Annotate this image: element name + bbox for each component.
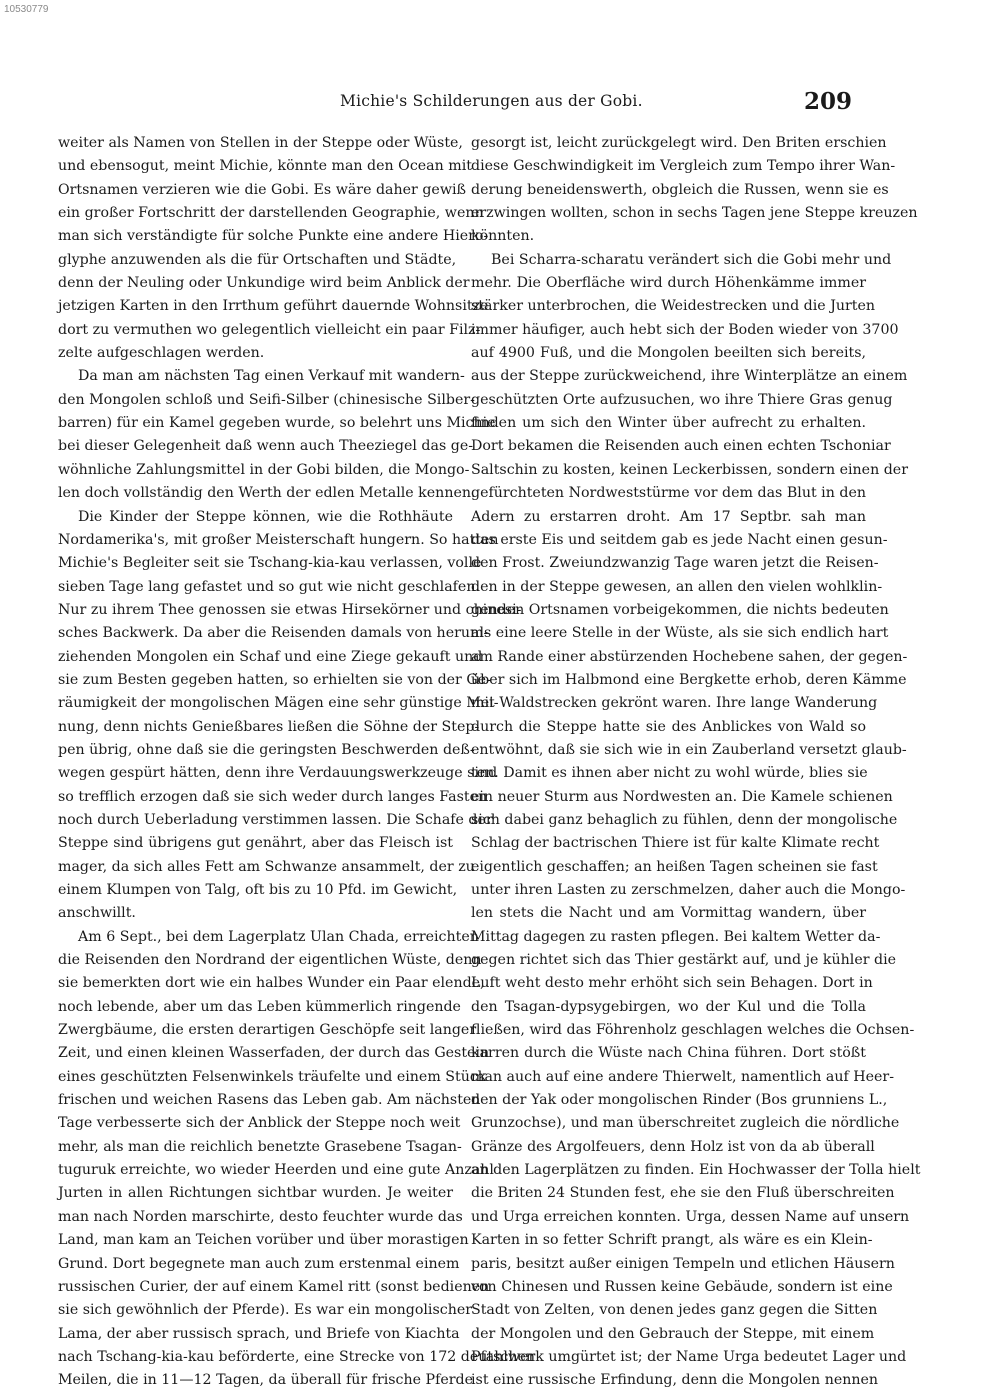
text-line: die Reisenden den Nordrand der eigentlichen Wüste, denn (58, 952, 482, 969)
text-line: Bei Scharra-scharatu verändert sich die Gobi mehr und (491, 251, 892, 268)
text-line: Stadt von Zelten, von denen jedes ganz gegen die Sitten (471, 1302, 878, 1319)
text-line: unter ihren Lasten zu zerschmelzen, daher auch die Mongo- (471, 882, 906, 898)
text-line: Ortsnamen verzieren wie die Gobi. Es wäre daher gewiß (58, 181, 466, 198)
page-id: 10530779 (4, 4, 49, 15)
text-line: glyphe anzuwenden als die für Ortschaften und Städte, (58, 251, 457, 268)
text-line: Lama, der aber russisch sprach, und Briefe von Kiachta (58, 1325, 460, 1342)
text-line: denn der Neuling oder Unkundige wird beim Anblick der (58, 275, 470, 292)
text-line: das erste Eis und seitdem gab es jede Nacht einen gesun- (471, 531, 888, 548)
text-line: nach Tschang-kia-kau beförderte, eine Strecke von 172 deutschen (58, 1348, 536, 1365)
text-line: sie zum Besten gegeben hatten, so erhielten sie von der Ge- (58, 671, 491, 688)
text-line: Die Kinder der Steppe können, wie die Rothhäute (78, 508, 453, 525)
text-line: aus der Steppe zurückweichend, ihre Winterplätze an einem (471, 368, 908, 385)
text-line: Gränze des Argolfeuers, denn Holz ist von da ab überall (471, 1138, 875, 1155)
text-line: den der Yak oder mongolischen Rinder (Bos grunniens L., (471, 1092, 888, 1109)
text-line: karren durch die Wüste nach China führen. Dort stößt (471, 1045, 866, 1062)
text-line: Grunzochse), und man überschreitet zugleich die nördliche (471, 1115, 900, 1132)
text-line: Jurten in allen Richtungen sichtbar wurden. Je weiter (58, 1185, 453, 1202)
text-line: ten. Damit es ihnen aber nicht zu wohl würde, blies sie (471, 765, 868, 782)
text-line: dort zu vermuthen wo gelegentlich vielleicht ein paar Filz- (58, 321, 481, 338)
text-line: einem Klumpen von Talg, oft bis zu 10 Pfd. im Gewicht, (58, 882, 458, 898)
text-line: diese Geschwindigkeit im Vergleich zum Tempo ihrer Wan- (471, 158, 896, 175)
text-line: Tage verbesserte sich der Anblick der Steppe noch weit (58, 1115, 461, 1132)
text-line: sie sich gewöhnlich der Pferde). Es war ein mongolischer (58, 1302, 473, 1319)
text-line: Zwergbäume, die ersten derartigen Geschöpfe seit langer (58, 1022, 477, 1039)
right-text-column (471, 132, 921, 1393)
text-line: Steppe sind übrigens gut genährt, aber das Fleisch ist (58, 835, 453, 852)
text-line: Meilen, die in 11—12 Tagen, da überall für frische Pferde (58, 1372, 473, 1389)
text-line: russischen Curier, der auf einem Kamel ritt (sonst bedienen (58, 1278, 490, 1295)
text-line: sieben Tage lang gefastet und so gut wie nicht geschlafen. (58, 578, 480, 595)
text-line: Nur zu ihrem Thee genossen sie etwas Hirsekörner und chinesi- (58, 601, 522, 618)
text-line: als eine leere Stelle in der Wüste, als sie sich endlich hart (471, 625, 889, 642)
text-line: ein neuer Sturm aus Nordwesten an. Die Kamele schienen (471, 788, 893, 805)
text-line: Pfahlwerk umgürtet ist; der Name Urga bedeutet Lager und (471, 1348, 907, 1365)
text-line: gefürchteten Nordweststürme vor dem das Blut in den (471, 485, 866, 502)
text-line: ziehenden Mongolen ein Schaf und eine Ziege gekauft und (58, 648, 483, 665)
text-line: tuguruk erreichte, wo wieder Heerden und eine gute Anzahl (58, 1162, 494, 1179)
text-line: noch lebende, aber um das Leben kümmerlich ringende (58, 998, 461, 1015)
text-line: durch die Steppe hatte sie des Anblickes von Wald so (471, 718, 866, 735)
text-line: sches Backwerk. Da aber die Reisenden damals von herum- (58, 625, 489, 642)
text-line: Mittag dagegen zu rasten pflegen. Bei kaltem Wetter da- (471, 928, 881, 945)
text-line: wöhnliche Zahlungsmittel in der Gobi bilden, die Mongo- (58, 461, 470, 478)
text-line: so trefflich erzogen daß sie sich weder durch langes Fasten (58, 788, 488, 805)
text-line: den Mongolen schloß und Seifi-Silber (chinesische Silber- (58, 391, 475, 408)
text-line: noch durch Ueberladung verstimmen lassen. Die Schafe der (58, 811, 493, 828)
text-line: Da man am nächsten Tag einen Verkauf mit wandern- (78, 368, 465, 385)
text-line: derung beneidenswerth, obgleich die Russen, wenn sie es (471, 181, 889, 198)
text-line: Adern zu erstarren droht. Am 17 Septbr. sah man (471, 508, 866, 525)
text-line: eines geschützten Felsenwinkels träufelte und einem Stück (58, 1068, 487, 1085)
text-line: an den Lagerplätzen zu finden. Ein Hochwasser der Tolla hielt (471, 1162, 921, 1179)
text-line: zelte aufgeschlagen werden. (58, 345, 265, 362)
text-line: eigentlich geschaffen; an heißen Tagen scheinen sie fast (471, 858, 878, 875)
text-line: auf 4900 Fuß, und die Mongolen beeilten sich bereits, (471, 345, 866, 362)
text-line: Michie's Begleiter seit sie Tschang-kia-kau verlassen, volle (58, 555, 482, 572)
text-line: den Frost. Zweiundzwanzig Tage waren jetzt die Reisen- (471, 555, 879, 572)
text-line: stärker unterbrochen, die Weidestrecken und die Jurten (471, 298, 876, 315)
text-line: Land, man kam an Teichen vorüber und über morastigen (58, 1232, 469, 1249)
text-line: ein großer Fortschritt der darstellenden Geographie, wenn (58, 205, 484, 222)
text-line: entwöhnt, daß sie sich wie in ein Zauberland versetzt glaub- (471, 741, 907, 758)
text-line: finden um sich den Winter über aufrecht zu erhalten. (471, 415, 866, 432)
text-line: den in der Steppe gewesen, an allen den vielen wohlklin- (471, 578, 883, 595)
text-line: len doch vollständig den Werth der edlen Metalle kennen. (58, 485, 476, 502)
text-line: frischen und weichen Rasens das Leben gab. Am nächsten (58, 1092, 481, 1109)
text-line: immer häufiger, auch hebt sich der Boden wieder von 3700 (471, 321, 899, 338)
text-line: mit Waldstrecken gekrönt waren. Ihre lange Wanderung (471, 695, 878, 712)
running-title: Michie's Schilderungen aus der Gobi. (340, 92, 643, 110)
text-line: könnten. (471, 228, 535, 245)
text-line: und Urga erreichen konnten. Urga, dessen Name auf unsern (471, 1208, 910, 1225)
text-line: Grund. Dort begegnete man auch zum erstenmal einem (58, 1255, 460, 1272)
text-line: jetzigen Karten in den Irrthum geführt dauernde Wohnsitze (58, 298, 489, 315)
text-line: geschützten Orte aufzusuchen, wo ihre Thiere Gras genug (471, 391, 893, 408)
text-line: Am 6 Sept., bei dem Lagerplatz Ulan Chada, erreichten (78, 928, 479, 945)
text-line: man auch auf eine andere Thierwelt, namentlich auf Heer- (471, 1068, 895, 1085)
text-line: paris, besitzt außer einigen Tempeln und etlichen Häusern (471, 1255, 895, 1272)
text-line: Dort bekamen die Reisenden auch einen echten Tschoniar (471, 438, 891, 455)
text-line: weiter als Namen von Stellen in der Steppe oder Wüste, (58, 135, 463, 151)
text-line: wegen gespürt hätten, denn ihre Verdauungswerkzeuge sind (58, 765, 498, 782)
text-line: bei dieser Gelegenheit daß wenn auch Theeziegel das ge- (58, 438, 474, 455)
text-line: man nach Norden marschirte, desto feuchter wurde das (58, 1208, 463, 1225)
text-line: Saltschin zu kosten, keinen Leckerbissen, sondern einen der (471, 461, 908, 478)
text-line: am Rande einer abstürzenden Hochebene sahen, der gegen- (471, 648, 908, 665)
text-line: sich dabei ganz behaglich zu fühlen, denn der mongolische (471, 811, 898, 828)
text-line: fließen, wird das Föhrenholz geschlagen welches die Ochsen- (471, 1022, 915, 1039)
text-line: anschwillt. (58, 905, 136, 922)
text-line: man sich verständigte für solche Punkte eine andere Hiero- (58, 228, 489, 245)
text-line: von Chinesen und Russen keine Gebäude, sondern ist eine (471, 1278, 893, 1295)
text-line: nung, denn nichts Genießbares ließen die Söhne der Step- (58, 718, 480, 735)
text-line: len stets die Nacht und am Vormittag wandern, über (471, 905, 866, 922)
text-line: genden Ortsnamen vorbeigekommen, die nichts bedeuten (471, 601, 889, 618)
text-line: Nordamerika's, mit großer Meisterschaft hungern. So hatten (58, 531, 499, 548)
text-line: gesorgt ist, leicht zurückgelegt wird. Den Briten erschien (471, 135, 887, 151)
text-line: mehr. Die Oberfläche wird durch Höhenkämme immer (471, 275, 866, 292)
text-line: Zeit, und einen kleinen Wasserfaden, der durch das Gestein (58, 1045, 490, 1062)
text-line: ist eine russische Erfindung, denn die Mongolen nennen (471, 1372, 879, 1389)
page-number: 209 (803, 88, 852, 115)
text-line: erzwingen wollten, schon in sechs Tagen jene Steppe kreuzen (471, 205, 918, 222)
text-line: räumigkeit der mongolischen Mägen eine sehr günstige Mei- (58, 695, 499, 712)
text-line: pen übrig, ohne daß sie die geringsten Beschwerden deß- (58, 741, 475, 758)
text-line: und ebensogut, meint Michie, könnte man den Ocean mit (58, 158, 472, 175)
text-line: barren) für ein Kamel gegeben wurde, so belehrt uns Michie (58, 415, 496, 432)
text-line: sie bemerkten dort wie ein halbes Wunder ein Paar elende, (58, 975, 485, 992)
running-head (0, 88, 1000, 116)
text-line: gegen richtet sich das Thier gestärkt auf, und je kühler die (471, 952, 897, 969)
text-line: Karten in so fetter Schrift prangt, als wäre es ein Klein- (471, 1232, 873, 1249)
text-line: Luft weht desto mehr erhöht sich sein Behagen. Dort in (471, 975, 873, 992)
text-line: den Tsagan-dypsygebirgen, wo der Kul und die Tolla (471, 998, 866, 1015)
text-line: Schlag der bactrischen Thiere ist für kalte Klimate recht (471, 835, 880, 852)
text-line: mehr, als man die reichlich benetzte Grasebene Tsagan- (58, 1138, 462, 1155)
text-line: die Briten 24 Stunden fest, ehe sie den Fluß überschreiten (471, 1185, 895, 1202)
text-line: über sich im Halbmond eine Bergkette erhob, deren Kämme (471, 671, 907, 688)
text-line: der Mongolen und den Gebrauch der Steppe, mit einem (471, 1325, 875, 1342)
text-line: mager, da sich alles Fett am Schwanze ansammelt, der zu (58, 858, 475, 875)
